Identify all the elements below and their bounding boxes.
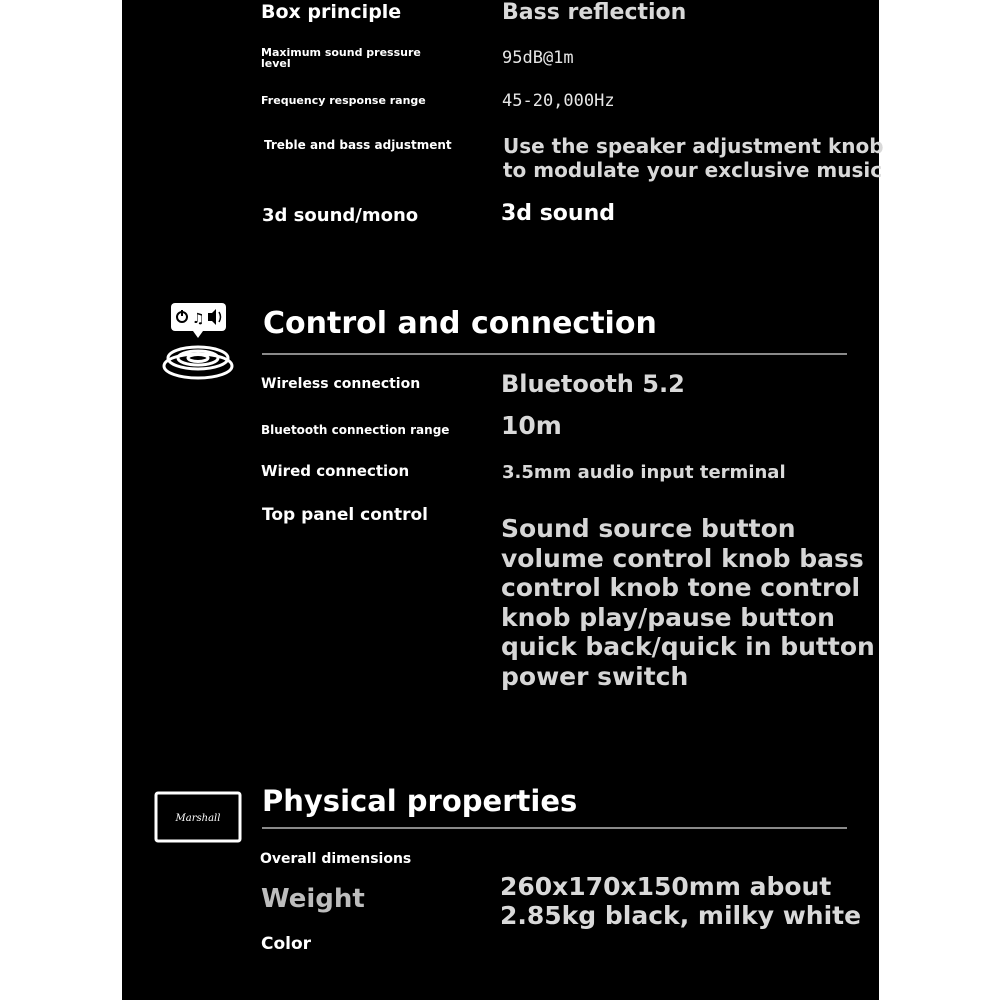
top-panel-value: [501, 514, 875, 691]
treble-bass-label: Treble and bass adjustment: [264, 138, 452, 152]
max-spl-label-line1: Maximum sound pressure: [261, 46, 421, 59]
color-label: Color: [261, 934, 312, 954]
frequency-label: Frequency response range: [261, 94, 426, 107]
top-panel-line: volume control knob bass: [501, 543, 864, 573]
top-panel-line: Sound source button: [501, 514, 796, 543]
box-principle-label: Box principle: [261, 1, 402, 23]
top-panel-line: control knob tone control: [501, 573, 861, 602]
dimensions-label: Overall dimensions: [260, 851, 412, 867]
weight-label: Weight: [261, 884, 365, 914]
control-connection-heading: Control and connection: [263, 306, 657, 341]
control-divider: [262, 353, 847, 355]
wireless-label: Wireless connection: [261, 376, 421, 392]
physical-value-line1: 260x170x150mm about: [500, 872, 832, 901]
top-panel-line: knob play/pause button: [501, 602, 835, 632]
max-spl-label-line2: level: [261, 57, 291, 70]
treble-bass-value-line1: Use the speaker adjustment knob: [503, 134, 884, 158]
wireless-value: Bluetooth 5.2: [501, 370, 685, 398]
range-value: 10m: [501, 411, 562, 440]
frequency-value: 45-20,000Hz: [502, 91, 615, 111]
physical-value-line2: 2.85kg black, milky white: [500, 901, 862, 930]
speaker-logo-icon: [154, 791, 242, 843]
control-connection-icon: [160, 300, 238, 384]
box-principle-value: Bass reflection: [502, 0, 687, 25]
top-panel-line: quick back/quick in button: [501, 632, 875, 661]
sound-mode-label: 3d sound/mono: [262, 205, 419, 226]
physical-heading: Physical properties: [262, 784, 578, 818]
sound-mode-value: 3d sound: [501, 201, 615, 226]
physical-divider: [262, 827, 847, 829]
svg-text:♫: ♫: [192, 311, 205, 327]
top-panel-label: Top panel control: [262, 505, 428, 525]
wired-label: Wired connection: [261, 462, 410, 480]
range-label: Bluetooth connection range: [261, 423, 450, 437]
treble-bass-value-line2: to modulate your exclusive music: [503, 158, 883, 182]
logo-text: Marshall: [175, 813, 221, 824]
top-panel-line: power switch: [501, 661, 689, 691]
wired-value: 3.5mm audio input terminal: [502, 462, 786, 483]
max-spl-value: 95dB@1m: [502, 48, 574, 68]
